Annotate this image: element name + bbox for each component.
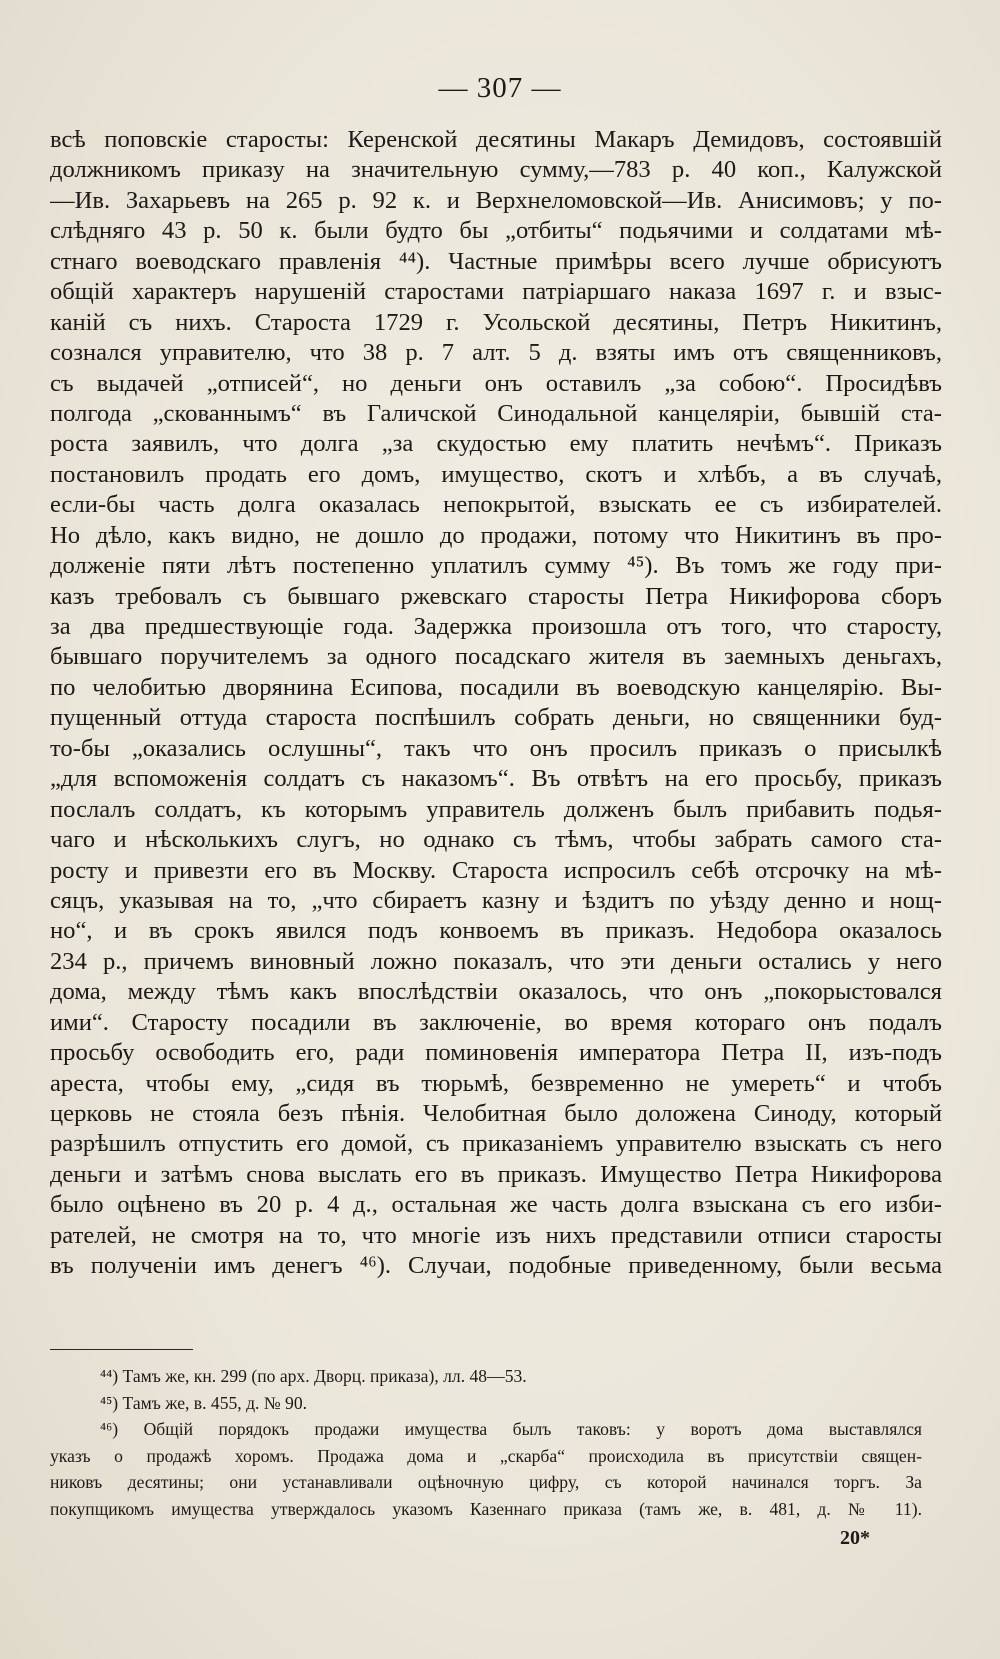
text-line: бывшаго поручителемъ за одного посадскаго жителя въ заемныхъ деньгахъ, xyxy=(50,643,942,671)
text-line: церковь не стояла безъ пѣнія. Челобитная было доложена Синоду, который xyxy=(50,1100,942,1127)
text-line: чаго и нѣсколькихъ слугъ, но однако съ тѣмъ, чтобы забрать самого ста- xyxy=(50,826,942,854)
text-line: 234 р., причемъ виновный ложно показалъ, что эти деньги остались у него xyxy=(50,947,942,975)
text-line: каній съ нихъ. Староста 1729 г. Усольской десятины, Петръ Никитинъ, xyxy=(50,308,942,336)
text-line: —Ив. Захарьевъ на 265 р. 92 к. и Верхнеломовской—Ив. Анисимовъ; у по- xyxy=(50,186,942,214)
text-line: но“, и въ срокъ явился подъ конвоемъ въ приказъ. Недобора оказалось xyxy=(50,917,942,945)
text-line: слѣдняго 43 р. 50 к. были будто бы „отбиты“ подьячими и солдатами мѣ- xyxy=(50,217,942,245)
text-line: полгода „скованнымъ“ въ Галичской Синодальной канцеляріи, бывшій ста- xyxy=(50,399,942,427)
footnote-46-continuation: никовъ десятины; они устанавливали оцѣночную цифру, съ которой начинался торгъ. За xyxy=(50,1472,922,1493)
text-line: дома, между тѣмъ какъ впослѣдствіи оказалось, что онъ „покорыстовался xyxy=(50,978,942,1006)
footnote-46-continuation: указъ о продажѣ хоромъ. Продажа дома и „скарба“ происходила въ присутствіи священ- xyxy=(50,1445,922,1466)
page-number: — 307 — xyxy=(438,72,562,104)
footnote-45: ⁴⁵) Тамъ же, в. 455, д. № 90. xyxy=(100,1392,308,1413)
footnote-divider xyxy=(50,1349,193,1350)
text-line: за два предшествующіе года. Задержка произошла отъ того, что старосту, xyxy=(50,613,942,640)
text-line: то-бы „оказались ослушны“, такъ что онъ просилъ приказъ о присылкѣ xyxy=(50,734,942,762)
text-line: сознался управителю, что 38 р. 7 алт. 5 д. взяты имъ отъ священниковъ, xyxy=(50,339,942,367)
footnotes xyxy=(50,1363,922,1523)
text-line: „для вспоможенія солдатъ съ наказомъ“. Въ отвѣтъ на его просьбу, приказъ xyxy=(50,765,942,793)
text-line: роста заявилъ, что долга „за скудостью ему платить нечѣмъ“. Приказъ xyxy=(50,430,942,458)
text-line: сяцъ, указывая на то, „что сбираетъ казну и ѣздитъ по уѣзду денно и нощ- xyxy=(50,886,942,914)
text-line: рателей, не смотря на то, что многіе изъ нихъ представили отписи старосты xyxy=(50,1221,942,1249)
main-text xyxy=(50,125,942,1282)
text-line: Но дѣло, какъ видно, не дошло до продажи, потому что Никитинъ въ про- xyxy=(50,521,942,549)
printer-signature-mark: 20* xyxy=(840,1527,870,1549)
text-line: пущенный оттуда староста поспѣшилъ собрать деньги, но священники буд- xyxy=(50,704,942,732)
text-line: въ полученіи имъ денегъ ⁴⁶). Случаи, подобные приведенному, были весьма xyxy=(50,1252,942,1280)
text-line: деньги и затѣмъ снова выслать его въ приказъ. Имущество Петра Никифорова xyxy=(50,1160,942,1188)
footnote-46: ⁴⁶) Общій порядокъ продажи имущества былъ таковъ: у воротъ дома выставлялся xyxy=(100,1419,922,1440)
footnote-46-continuation: покупщикомъ имущества утверждалось указомъ Казеннаго приказа (тамъ же, в. 481, д. № 11). xyxy=(50,1498,922,1519)
text-line: просьбу освободить его, ради поминовенія императора Петра II, изъ-подъ xyxy=(50,1039,942,1067)
text-line: стнаго воеводскаго правленія ⁴⁴). Частные примѣры всего лучше обрисуютъ xyxy=(50,247,942,275)
text-line: послалъ солдатъ, къ которымъ управитель долженъ былъ прибавить подья- xyxy=(50,795,942,823)
text-line: постановилъ продать его домъ, имущество, скотъ и хлѣбъ, а въ случаѣ, xyxy=(50,460,942,488)
text-line: было оцѣнено въ 20 р. 4 д., остальная же часть долга взыскана съ его изби- xyxy=(50,1191,942,1219)
text-line: казъ требовалъ съ бывшаго ржевскаго старосты Петра Никифорова сборъ xyxy=(50,582,942,610)
footnote-44: ⁴⁴) Тамъ же, кн. 299 (по арх. Дворц. приказа), лл. 48—53. xyxy=(100,1366,527,1386)
text-line: если-бы часть долга оказалась непокрытой, взыскать ее съ избирателей. xyxy=(50,491,942,519)
text-line: росту и привезти его въ Москву. Староста испросилъ себѣ отсрочку на мѣ- xyxy=(50,856,942,884)
text-line: должникомъ приказу на значительную сумму,—783 р. 40 коп., Калужской xyxy=(50,156,942,184)
text-line: по челобитью дворянина Есипова, посадили въ воеводскую канцелярію. Вы- xyxy=(50,673,942,701)
text-line: ими“. Старосту посадили въ заключеніе, во время котораго онъ подалъ xyxy=(50,1008,942,1036)
text-line: всѣ поповскіе старосты: Керенской десятины Макаръ Демидовъ, состоявшій xyxy=(50,126,942,153)
text-line: разрѣшилъ отпустить его домой, съ приказаніемъ управителю взыскать съ него xyxy=(50,1130,942,1158)
text-line: общій характеръ нарушеній старостами патріаршаго наказа 1697 г. и взыс- xyxy=(50,278,942,306)
text-line: долженіе пяти лѣтъ постепенно уплатилъ сумму ⁴⁵). Въ томъ же году при- xyxy=(50,552,942,580)
text-line: ареста, чтобы ему, „сидя въ тюрьмѣ, безвременно не умереть“ и чтобъ xyxy=(50,1069,942,1097)
text-line: съ выдачей „отписей“, но деньги онъ оставилъ „за собою“. Просидѣвъ xyxy=(50,369,942,397)
